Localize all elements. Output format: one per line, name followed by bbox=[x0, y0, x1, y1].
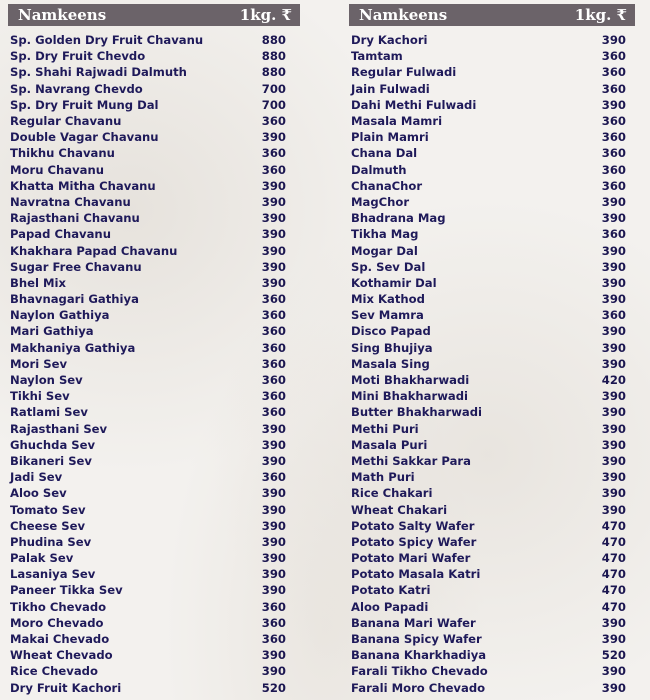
menu-item-price: 390 bbox=[601, 97, 626, 112]
menu-item bbox=[8, 663, 300, 679]
menu-item bbox=[349, 356, 635, 372]
menu-item bbox=[349, 550, 635, 566]
menu-item bbox=[349, 501, 635, 517]
menu-item-price: 390 bbox=[601, 421, 626, 436]
menu-item bbox=[349, 129, 635, 145]
menu-item-price: 880 bbox=[261, 65, 286, 80]
menu-item-price: 360 bbox=[601, 81, 626, 96]
menu-item-name: Phudina Sev bbox=[10, 534, 92, 549]
menu-item-name: Mix Kathod bbox=[351, 292, 425, 307]
menu-item bbox=[8, 113, 300, 129]
menu-item-name: MagChor bbox=[351, 194, 410, 209]
menu-item-price: 470 bbox=[601, 551, 626, 566]
menu-item-name: Paneer Tikka Sev bbox=[10, 583, 123, 598]
menu-item-price: 360 bbox=[261, 146, 286, 161]
menu-item bbox=[349, 453, 635, 469]
menu-item-price: 390 bbox=[601, 33, 626, 48]
menu-item bbox=[8, 356, 300, 372]
menu-item-name: Mori Sev bbox=[10, 356, 68, 371]
menu-item bbox=[349, 113, 635, 129]
menu-item-price: 360 bbox=[261, 405, 286, 420]
menu-item-name: Disco Papad bbox=[351, 324, 431, 339]
menu-item-name: Dry Fruit Kachori bbox=[10, 680, 122, 695]
menu-item bbox=[349, 275, 635, 291]
menu-item-name: Naylon Gathiya bbox=[10, 308, 110, 323]
menu-item bbox=[349, 663, 635, 679]
menu-item bbox=[349, 194, 635, 210]
left-menu-column bbox=[8, 4, 300, 696]
menu-item-name: Dalmuth bbox=[351, 162, 407, 177]
menu-item bbox=[8, 388, 300, 404]
menu-item bbox=[349, 145, 635, 161]
menu-item-name: Bhadrana Mag bbox=[351, 211, 446, 226]
menu-item bbox=[349, 226, 635, 242]
menu-item-name: Potato Spicy Wafer bbox=[351, 534, 477, 549]
menu-item-name: Sp. Dry Fruit Mung Dal bbox=[10, 97, 159, 112]
menu-item-name: Potato Masala Katri bbox=[351, 567, 481, 582]
menu-item bbox=[8, 615, 300, 631]
menu-item bbox=[349, 680, 635, 696]
menu-item-name: Potato Salty Wafer bbox=[351, 518, 475, 533]
menu-item-name: Sp. Dry Fruit Chevdo bbox=[10, 49, 146, 64]
menu-item-price: 390 bbox=[601, 680, 626, 695]
menu-item-price: 390 bbox=[261, 259, 286, 274]
menu-item bbox=[8, 437, 300, 453]
menu-item-name: Masala Puri bbox=[351, 437, 428, 452]
menu-item-name: Double Vagar Chavanu bbox=[10, 130, 159, 145]
menu-item-price: 390 bbox=[601, 275, 626, 290]
menu-item-name: Navratna Chavanu bbox=[10, 194, 131, 209]
menu-item-name: Banana Spicy Wafer bbox=[351, 632, 482, 647]
menu-item-name: Palak Sev bbox=[10, 551, 74, 566]
menu-item-price: 880 bbox=[261, 33, 286, 48]
menu-item-name: Aloo Papadi bbox=[351, 599, 429, 614]
menu-item-name: Moru Chavanu bbox=[10, 162, 104, 177]
right-menu-list bbox=[349, 32, 635, 696]
menu-item-price: 390 bbox=[601, 405, 626, 420]
menu-item-price: 390 bbox=[601, 389, 626, 404]
menu-item bbox=[349, 323, 635, 339]
menu-item bbox=[349, 631, 635, 647]
menu-item bbox=[349, 469, 635, 485]
menu-item-name: Ghuchda Sev bbox=[10, 437, 96, 452]
menu-item-name: Mogar Dal bbox=[351, 243, 418, 258]
menu-item-price: 390 bbox=[601, 356, 626, 371]
menu-item-name: Tomato Sev bbox=[10, 502, 86, 517]
menu-item-price: 520 bbox=[601, 648, 626, 663]
menu-item-name: Farali Moro Chevado bbox=[351, 680, 486, 695]
menu-item bbox=[8, 129, 300, 145]
menu-item bbox=[8, 307, 300, 323]
menu-item-name: Dry Kachori bbox=[351, 33, 428, 48]
menu-item-name: Regular Fulwadi bbox=[351, 65, 457, 80]
menu-item-name: Banana Mari Wafer bbox=[351, 615, 476, 630]
menu-item-price: 360 bbox=[601, 178, 626, 193]
menu-item bbox=[8, 275, 300, 291]
menu-item-price: 390 bbox=[601, 292, 626, 307]
menu-item-price: 360 bbox=[261, 615, 286, 630]
menu-item-price: 360 bbox=[261, 308, 286, 323]
menu-item-name: Dahi Methi Fulwadi bbox=[351, 97, 477, 112]
menu-item bbox=[8, 259, 300, 275]
menu-item-name: Kothamir Dal bbox=[351, 275, 437, 290]
menu-item bbox=[8, 291, 300, 307]
menu-item bbox=[8, 178, 300, 194]
menu-item-name: Sp. Sev Dal bbox=[351, 259, 426, 274]
menu-item bbox=[8, 518, 300, 534]
menu-item-price: 360 bbox=[601, 308, 626, 323]
left-menu-unit: 1kg. ₹ bbox=[239, 6, 292, 24]
menu-item-price: 390 bbox=[601, 615, 626, 630]
menu-item-name: Plain Mamri bbox=[351, 130, 429, 145]
menu-item-name: Moro Chevado bbox=[10, 615, 104, 630]
menu-item bbox=[349, 372, 635, 388]
menu-item-price: 390 bbox=[601, 243, 626, 258]
menu-item-price: 470 bbox=[601, 599, 626, 614]
menu-item-name: Tikho Chevado bbox=[10, 599, 107, 614]
menu-item-name: Regular Chavanu bbox=[10, 114, 122, 129]
menu-item bbox=[8, 550, 300, 566]
menu-item bbox=[349, 615, 635, 631]
menu-item bbox=[349, 162, 635, 178]
menu-item bbox=[8, 485, 300, 501]
menu-item-price: 390 bbox=[261, 567, 286, 582]
menu-item bbox=[8, 64, 300, 80]
menu-item bbox=[8, 501, 300, 517]
menu-item-name: Wheat Chakari bbox=[351, 502, 448, 517]
menu-item-price: 880 bbox=[261, 49, 286, 64]
menu-item-price: 360 bbox=[601, 49, 626, 64]
left-menu-list bbox=[8, 32, 300, 696]
menu-item-name: Bhavnagari Gathiya bbox=[10, 292, 139, 307]
menu-item-price: 360 bbox=[261, 632, 286, 647]
menu-item-name: Jadi Sev bbox=[10, 470, 63, 485]
menu-item bbox=[8, 469, 300, 485]
menu-item-name: Tamtam bbox=[351, 49, 403, 64]
menu-item-name: Khatta Mitha Chavanu bbox=[10, 178, 156, 193]
menu-item bbox=[349, 534, 635, 550]
menu-item-price: 360 bbox=[601, 227, 626, 242]
menu-item-price: 360 bbox=[261, 389, 286, 404]
menu-item bbox=[349, 599, 635, 615]
menu-item bbox=[349, 242, 635, 258]
menu-item bbox=[349, 291, 635, 307]
right-menu-unit: 1kg. ₹ bbox=[574, 6, 627, 24]
menu-item bbox=[8, 32, 300, 48]
menu-item bbox=[8, 81, 300, 97]
menu-item-price: 360 bbox=[601, 114, 626, 129]
menu-item-price: 390 bbox=[261, 534, 286, 549]
menu-item bbox=[349, 518, 635, 534]
menu-item-price: 360 bbox=[261, 162, 286, 177]
menu-item-name: Tikha Mag bbox=[351, 227, 419, 242]
menu-item-price: 470 bbox=[601, 583, 626, 598]
menu-item-name: Khakhara Papad Chavanu bbox=[10, 243, 178, 258]
right-menu-header bbox=[349, 4, 635, 26]
menu-item-price: 390 bbox=[601, 437, 626, 452]
menu-item-name: Methi Puri bbox=[351, 421, 419, 436]
menu-item-price: 470 bbox=[601, 534, 626, 549]
menu-item bbox=[8, 97, 300, 113]
menu-item bbox=[349, 81, 635, 97]
menu-item-price: 390 bbox=[261, 130, 286, 145]
menu-item-price: 390 bbox=[601, 632, 626, 647]
menu-item-name: Butter Bhakharwadi bbox=[351, 405, 483, 420]
menu-item-name: Tikhi Sev bbox=[10, 389, 70, 404]
menu-item-price: 360 bbox=[601, 162, 626, 177]
menu-item-name: Rajasthani Chavanu bbox=[10, 211, 140, 226]
menu-item bbox=[349, 210, 635, 226]
menu-item-price: 360 bbox=[261, 599, 286, 614]
menu-item bbox=[349, 259, 635, 275]
menu-item-price: 390 bbox=[261, 275, 286, 290]
menu-item bbox=[349, 566, 635, 582]
menu-item-price: 390 bbox=[601, 453, 626, 468]
menu-item bbox=[349, 582, 635, 598]
menu-item-name: Makai Chevado bbox=[10, 632, 110, 647]
menu-item bbox=[8, 534, 300, 550]
menu-item bbox=[349, 64, 635, 80]
menu-item-price: 360 bbox=[261, 356, 286, 371]
menu-item-name: Jain Fulwadi bbox=[351, 81, 430, 96]
menu-item-price: 390 bbox=[261, 486, 286, 501]
menu-item bbox=[8, 453, 300, 469]
menu-item-price: 390 bbox=[261, 518, 286, 533]
menu-item-price: 390 bbox=[261, 583, 286, 598]
menu-item bbox=[8, 226, 300, 242]
menu-item-name: Lasaniya Sev bbox=[10, 567, 96, 582]
menu-item bbox=[349, 437, 635, 453]
menu-item-name: Methi Sakkar Para bbox=[351, 453, 471, 468]
menu-item-price: 390 bbox=[601, 470, 626, 485]
menu-item-price: 360 bbox=[261, 340, 286, 355]
menu-item-price: 360 bbox=[261, 373, 286, 388]
menu-item bbox=[349, 307, 635, 323]
menu-item-price: 360 bbox=[601, 65, 626, 80]
menu-item bbox=[349, 485, 635, 501]
menu-item-price: 390 bbox=[261, 227, 286, 242]
menu-item bbox=[349, 97, 635, 113]
menu-item-name: Sp. Shahi Rajwadi Dalmuth bbox=[10, 65, 187, 80]
menu-item-price: 470 bbox=[601, 518, 626, 533]
right-menu-column bbox=[349, 4, 635, 696]
menu-item-name: Rice Chakari bbox=[351, 486, 433, 501]
menu-item bbox=[349, 388, 635, 404]
menu-item-name: Chana Dal bbox=[351, 146, 418, 161]
menu-item bbox=[8, 599, 300, 615]
menu-item-name: Naylon Sev bbox=[10, 373, 83, 388]
menu-item-price: 390 bbox=[601, 259, 626, 274]
menu-item-price: 390 bbox=[261, 453, 286, 468]
menu-item bbox=[8, 242, 300, 258]
menu-item-name: Masala Mamri bbox=[351, 114, 443, 129]
menu-item-name: Ratlami Sev bbox=[10, 405, 88, 420]
menu-item-price: 390 bbox=[601, 194, 626, 209]
menu-item-name: Bhel Mix bbox=[10, 275, 66, 290]
menu-item-name: Potato Katri bbox=[351, 583, 431, 598]
menu-item bbox=[8, 647, 300, 663]
menu-item-price: 360 bbox=[601, 146, 626, 161]
menu-item-price: 390 bbox=[601, 502, 626, 517]
menu-item-name: Sing Bhujiya bbox=[351, 340, 433, 355]
menu-item bbox=[8, 340, 300, 356]
menu-item bbox=[8, 194, 300, 210]
menu-item bbox=[8, 680, 300, 696]
menu-item-price: 390 bbox=[601, 211, 626, 226]
menu-item bbox=[8, 582, 300, 598]
menu-item-name: Potato Mari Wafer bbox=[351, 551, 471, 566]
menu-item-price: 390 bbox=[261, 211, 286, 226]
menu-item-price: 390 bbox=[261, 502, 286, 517]
menu-item bbox=[349, 404, 635, 420]
menu-item-name: Banana Kharkhadiya bbox=[351, 648, 487, 663]
menu-item-price: 390 bbox=[261, 648, 286, 663]
menu-item-name: Masala Sing bbox=[351, 356, 430, 371]
right-menu-title: Namkeens bbox=[359, 6, 448, 24]
menu-item-price: 390 bbox=[261, 664, 286, 679]
menu-item-price: 520 bbox=[261, 680, 286, 695]
menu-item-name: Sp. Golden Dry Fruit Chavanu bbox=[10, 33, 204, 48]
menu-item-price: 390 bbox=[261, 194, 286, 209]
menu-item bbox=[8, 404, 300, 420]
menu-item-price: 360 bbox=[261, 292, 286, 307]
menu-item bbox=[8, 323, 300, 339]
menu-item-price: 390 bbox=[601, 324, 626, 339]
menu-item-name: Aloo Sev bbox=[10, 486, 67, 501]
menu-item bbox=[349, 647, 635, 663]
menu-item-name: Makhaniya Gathiya bbox=[10, 340, 136, 355]
menu-item-price: 360 bbox=[261, 114, 286, 129]
menu-item bbox=[8, 145, 300, 161]
menu-item bbox=[8, 210, 300, 226]
menu-item-price: 360 bbox=[601, 130, 626, 145]
menu-item bbox=[349, 421, 635, 437]
menu-item bbox=[8, 421, 300, 437]
menu-item-price: 390 bbox=[261, 421, 286, 436]
menu-item bbox=[8, 162, 300, 178]
left-menu-header bbox=[8, 4, 300, 26]
menu-item-name: Rice Chevado bbox=[10, 664, 98, 679]
menu-item-price: 470 bbox=[601, 567, 626, 582]
menu-item-price: 700 bbox=[261, 97, 286, 112]
menu-item-price: 360 bbox=[261, 324, 286, 339]
menu-item-name: ChanaChor bbox=[351, 178, 423, 193]
menu-item-name: Mari Gathiya bbox=[10, 324, 94, 339]
menu-item bbox=[349, 178, 635, 194]
menu-item-price: 390 bbox=[601, 340, 626, 355]
menu-item bbox=[8, 566, 300, 582]
menu-item-price: 390 bbox=[601, 486, 626, 501]
left-menu-title: Namkeens bbox=[18, 6, 107, 24]
menu-item bbox=[8, 48, 300, 64]
menu-item bbox=[8, 631, 300, 647]
menu-item-price: 420 bbox=[601, 373, 626, 388]
menu-item-price: 390 bbox=[261, 551, 286, 566]
menu-item-name: Papad Chavanu bbox=[10, 227, 111, 242]
menu-item-name: Cheese Sev bbox=[10, 518, 86, 533]
menu-item-name: Farali Tikho Chevado bbox=[351, 664, 488, 679]
menu-item bbox=[349, 340, 635, 356]
menu-item-name: Math Puri bbox=[351, 470, 415, 485]
menu-item-price: 700 bbox=[261, 81, 286, 96]
menu-item-name: Sp. Navrang Chevdo bbox=[10, 81, 143, 96]
menu-item-name: Thikhu Chavanu bbox=[10, 146, 115, 161]
menu-item bbox=[8, 372, 300, 388]
menu-item-price: 390 bbox=[261, 437, 286, 452]
menu-item-price: 390 bbox=[261, 178, 286, 193]
menu-item-name: Sev Mamra bbox=[351, 308, 424, 323]
menu-item-price: 390 bbox=[261, 243, 286, 258]
menu-item bbox=[349, 32, 635, 48]
menu-item-name: Moti Bhakharwadi bbox=[351, 373, 470, 388]
menu-item-price: 360 bbox=[261, 470, 286, 485]
menu-item-name: Mini Bhakharwadi bbox=[351, 389, 469, 404]
menu-item-price: 390 bbox=[601, 664, 626, 679]
menu-item bbox=[349, 48, 635, 64]
menu-item-name: Bikaneri Sev bbox=[10, 453, 92, 468]
menu-item-name: Wheat Chevado bbox=[10, 648, 113, 663]
menu-item-name: Sugar Free Chavanu bbox=[10, 259, 142, 274]
menu-item-name: Rajasthani Sev bbox=[10, 421, 108, 436]
